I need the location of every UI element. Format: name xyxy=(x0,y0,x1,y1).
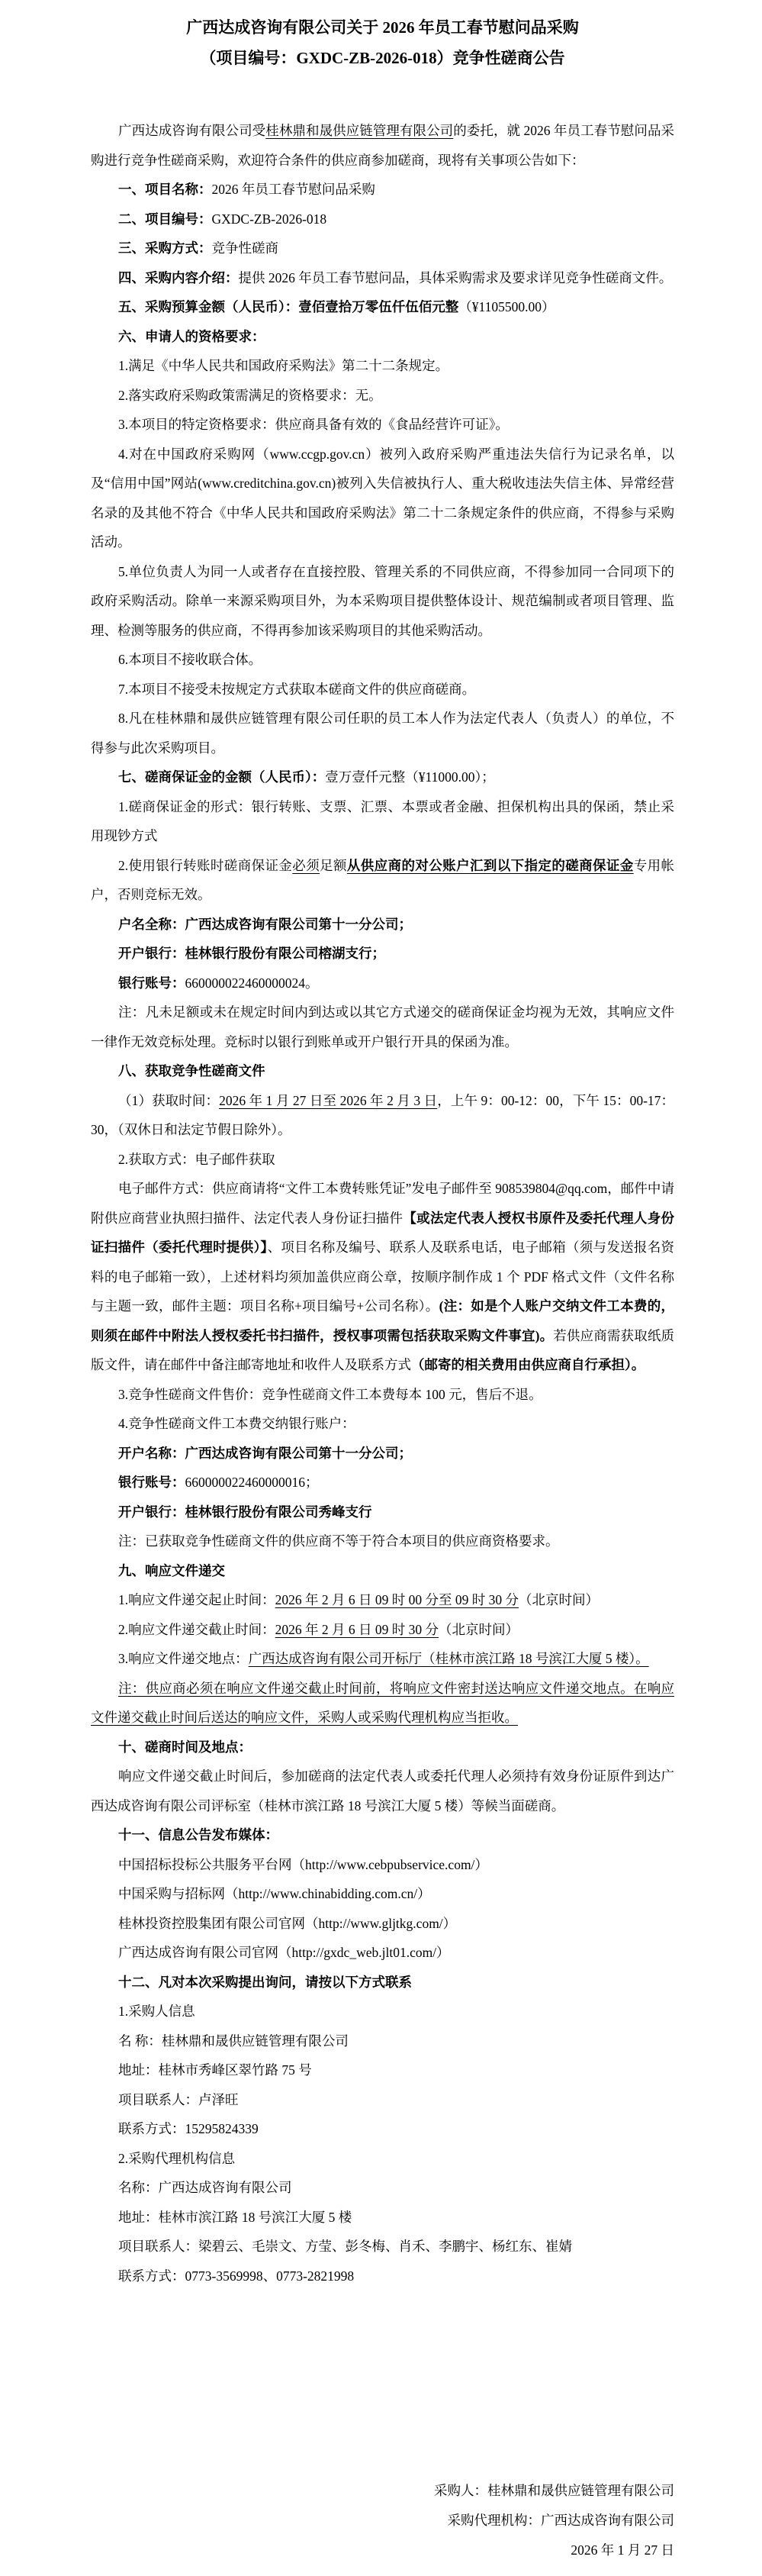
text-run: 户名全称：广西达成咨询有限公司第十一分公司； xyxy=(118,916,412,932)
text-run: 五、采购预算金额（人民币）： xyxy=(118,299,299,314)
footer-agency: 采购代理机构：广西达成咨询有限公司 xyxy=(447,2513,674,2528)
text-run: 广西达成咨询有限公司官网（http://gxdc_web.jlt01.com/） xyxy=(118,1945,450,1960)
paragraph xyxy=(91,1909,674,1939)
paragraph xyxy=(91,2144,674,2174)
document-footer xyxy=(434,2476,674,2565)
text-run: 2026 年员工春节慰问品采购 xyxy=(211,182,375,197)
text-run: 3.本项目的特定资格要求：供应商具备有效的《食品经营许可证》。 xyxy=(118,417,509,432)
document-body xyxy=(91,116,674,2291)
text-run: GXDC-ZB-2026-018 xyxy=(211,211,327,227)
text-run: 联系方式：15295824339 xyxy=(118,2121,259,2136)
paragraph xyxy=(91,557,674,646)
text-run: 2.响应文件递交截止时间： xyxy=(118,1621,275,1637)
text-run: 6.本项目不接收联合体。 xyxy=(118,652,262,667)
text-run: 十二、凡对本次采购提出询问，请按以下方式联系 xyxy=(118,1974,412,1990)
paragraph xyxy=(91,1615,674,1645)
text-run: 二、项目编号： xyxy=(118,211,212,227)
paragraph xyxy=(91,175,674,205)
text-run: 4.竞争性磋商文件工本费交纳银行账户： xyxy=(118,1416,355,1431)
text-run: 注：供应商必须在响应文件递交截止时间前，将响应文件密封送达响应文件递交地点。在响应文件递交截止时间后送达的响应文件，采购人或采购代理机构应当拒收。 xyxy=(91,1680,674,1725)
text-run: 注：凡未足额或未在规定时间内到达或以其它方式递交的磋商保证金均视为无效，其响应文件一律作无效竞标处理。竞标时以银行到账单或开户银行开具的保函为准。 xyxy=(91,1004,674,1049)
text-run: 开户名称：广西达成咨询有限公司第十一分公司； xyxy=(118,1445,412,1461)
paragraph xyxy=(91,2055,674,2085)
paragraph xyxy=(91,1527,674,1556)
text-run: 提供 2026 年员工春节慰问品，具体采购需求及要求详见竞争性磋商文件。 xyxy=(238,269,673,285)
text-run: 广西达成咨询有限公司受 xyxy=(118,123,266,138)
text-run: 银行账号： xyxy=(118,975,185,991)
text-run: 7.本项目不接受未按规定方式获取本磋商文件的供应商磋商。 xyxy=(118,681,476,697)
paragraph xyxy=(91,116,674,175)
paragraph xyxy=(91,205,674,234)
text-run: 六、申请人的资格要求： xyxy=(118,328,265,344)
text-run: 从供应商的对公账户汇到以下指定的磋商保证金 xyxy=(346,857,634,873)
paragraph xyxy=(91,1439,674,1469)
text-run: 壹万壹仟元整（¥11000.00）； xyxy=(325,769,495,785)
paragraph xyxy=(91,1468,674,1498)
text-run: 中国采购与招标网（http://www.chinabidding.com.cn/） xyxy=(118,1886,431,1901)
paragraph xyxy=(91,645,674,675)
title-line-1: 广西达成咨询有限公司关于 2026 年员工春节慰问品采购 xyxy=(186,18,579,37)
paragraph xyxy=(91,675,674,704)
text-run: 专用帐户，否则竞标无效。 xyxy=(91,857,675,902)
text-run: 壹佰壹拾万零伍仟伍佰元整 xyxy=(298,299,459,314)
text-run: 九、响应文件递交 xyxy=(118,1562,225,1578)
paragraph xyxy=(91,1498,674,1527)
paragraph xyxy=(91,2085,674,2115)
text-run: 1.满足《中华人民共和国政府采购法》第二十二条规定。 xyxy=(118,358,449,373)
text-run: 广西达成咨询有限公司开标厅（桂林市滨江路 18 号滨江大厦 5 楼）。 xyxy=(248,1651,649,1666)
text-run: (注：如是个人账户交纳文件工本费的，则须在邮件中附法人授权委托书扫描件，授权事项需包括获取采购文件事宜)。 xyxy=(91,1298,674,1343)
paragraph xyxy=(91,1938,674,1968)
paragraph xyxy=(91,410,674,440)
paragraph xyxy=(91,2173,674,2203)
paragraph xyxy=(91,1145,674,1175)
text-run: （北京时间） xyxy=(439,1621,519,1637)
text-run: 2026 年 2 月 6 日 09 时 00 分至 09 时 30 分 xyxy=(275,1592,519,1607)
paragraph xyxy=(91,704,674,762)
paragraph xyxy=(91,1968,674,1997)
text-run: 地址：桂林市秀峰区翠竹路 75 号 xyxy=(118,2062,312,2078)
text-run: 银行账号： xyxy=(118,1475,185,1490)
paragraph xyxy=(91,322,674,352)
paragraph xyxy=(91,851,674,910)
paragraph xyxy=(91,381,674,411)
paragraph xyxy=(91,1733,674,1762)
paragraph xyxy=(91,351,674,381)
text-run: 的委托，就 2026 年员工春节慰问品采购进行竞争性磋商采购，欢迎符合条件的供应商参加磋商，现将有关事项公告如下： xyxy=(91,123,675,168)
text-run: 足额 xyxy=(320,857,347,873)
text-run: 1.响应文件递交起止时间： xyxy=(118,1592,275,1607)
paragraph xyxy=(91,2114,674,2144)
paragraph xyxy=(91,939,674,969)
text-run: 660000022460000016； xyxy=(185,1475,319,1490)
paragraph xyxy=(91,1556,674,1586)
paragraph xyxy=(91,1585,674,1615)
text-run: 2.获取方式：电子邮件获取 xyxy=(118,1151,275,1167)
paragraph xyxy=(91,1674,674,1733)
text-run: 1.采购人信息 xyxy=(118,2004,195,2019)
text-run: 4.对在中国政府采购网（www.ccgp.gov.cn）被列入政府采购严重违法失信行为记录名单，以及“信用中国”网站(www.creditchina.gov.cn)被列入失信被执行人、重大税收违法失信主体、异常经营名录的及其他不符合《中华人民共和国政府采购法》第二十二条规定条件的供应商，不得参与采购活动。 xyxy=(91,446,674,550)
text-run: 响应文件递交截止时间后，参加磋商的法定代表人或委托代理人必须持有效身份证原件到达广西达成咨询有限公司评标室（桂林市滨江路 18 号滨江大厦 5 楼）等候当面磋商。 xyxy=(91,1768,674,1814)
text-run: 注：已获取竞争性磋商文件的供应商不等于符合本项目的供应商资格要求。 xyxy=(118,1533,559,1549)
text-run: 开户银行：桂林银行股份有限公司榕湖支行； xyxy=(118,946,385,961)
text-run: （1）获取时间： xyxy=(118,1092,220,1108)
text-run: 一、项目名称： xyxy=(118,182,212,197)
text-run: 项目联系人：卢泽旺 xyxy=(118,2091,239,2107)
text-run: 十、磋商时间及地点： xyxy=(118,1739,252,1755)
paragraph xyxy=(91,234,674,263)
paragraph xyxy=(91,292,674,322)
paragraph xyxy=(91,1820,674,1850)
text-run: 2.落实政府采购政策需满足的资格要求：无。 xyxy=(118,387,382,403)
text-run: 桂林鼎和晟供应链管理有限公司 xyxy=(265,123,454,138)
text-run: （北京时间） xyxy=(519,1592,599,1607)
text-run: 660000022460000024。 xyxy=(185,975,319,991)
text-run: 三、采购方式： xyxy=(118,240,212,256)
paragraph xyxy=(91,1174,674,1380)
paragraph xyxy=(91,1056,674,1086)
text-run: 必须 xyxy=(292,857,320,873)
text-run: 2026 年 2 月 6 日 09 时 30 分 xyxy=(275,1621,439,1637)
paragraph xyxy=(91,440,674,557)
text-run: 8.凡在桂林鼎和晟供应链管理有限公司任职的员工本人作为法定代表人（负责人）的单位，不得参与此次采购项目。 xyxy=(91,711,674,756)
paragraph xyxy=(91,762,674,792)
paragraph xyxy=(91,1997,674,2026)
paragraph xyxy=(91,1086,674,1145)
paragraph xyxy=(91,2026,674,2056)
text-run: 中国招标投标公共服务平台网（http://www.cebpubservice.com/） xyxy=(118,1856,488,1872)
text-run: 竞争性磋商 xyxy=(211,240,278,256)
document-title xyxy=(91,12,674,73)
text-run: 七、磋商保证金的金额（人民币）： xyxy=(118,769,326,785)
text-run: 十一、信息公告发布媒体： xyxy=(118,1827,278,1843)
text-run: 四、采购内容介绍： xyxy=(118,269,239,285)
text-run: 桂林投资控股集团有限公司官网（http://www.gljtkg.com/） xyxy=(118,1915,457,1931)
text-run: 、项目名称及编号、联系人及联系电话，电子邮箱（须与发送报名资料的电子邮箱一致），上述材料均须加盖供应商公章，按顺序制作成 1 个 PDF 格式文件（文件名称与主题一致，邮件主题：项目名称+项目编号+公司名称）。 xyxy=(91,1240,675,1314)
paragraph xyxy=(91,1409,674,1439)
text-run: 名 称：桂林鼎和晟供应链管理有限公司 xyxy=(118,2033,349,2049)
paragraph xyxy=(91,2262,674,2291)
footer-purchaser: 采购人：桂林鼎和晟供应链管理有限公司 xyxy=(434,2483,674,2498)
text-run: 联系方式：0773-3569998、0773-2821998 xyxy=(118,2268,355,2284)
text-run: 3.竞争性磋商文件售价：竞争性磋商文件工本费每本 100 元，售后不退。 xyxy=(118,1386,542,1402)
text-run: 5.单位负责人为同一人或者存在直接控股、管理关系的不同供应商，不得参加同一合同项下的政府采购活动。除单一来源采购项目外，为本采购项目提供整体设计、规范编制或者项目管理、监理、检测等服务的供应商，不得再参加该采购项目的其他采购活动。 xyxy=(91,563,674,638)
text-run: 2026 年 1 月 27 日至 2026 年 2 月 3 日 xyxy=(219,1092,438,1108)
paragraph xyxy=(91,2232,674,2262)
paragraph xyxy=(91,1850,674,1880)
text-run: 项目联系人：梁碧云、毛崇文、方莹、彭冬梅、肖禾、李鹏宇、杨红东、崔婧 xyxy=(118,2239,572,2254)
paragraph xyxy=(91,1762,674,1820)
text-run: （邮寄的相关费用由供应商自行承担）。 xyxy=(411,1357,645,1372)
text-run: （¥1105500.00） xyxy=(458,299,555,314)
paragraph xyxy=(91,2203,674,2233)
paragraph xyxy=(91,263,674,293)
text-run: 若供应商需获取纸质版文件，请在邮件中备注邮寄地址和收件人及联系方式 xyxy=(91,1327,675,1372)
text-run: 2.使用银行转账时磋商保证金 xyxy=(118,857,293,873)
paragraph xyxy=(91,792,674,851)
paragraph xyxy=(91,1879,674,1909)
text-run: 八、获取竞争性磋商文件 xyxy=(118,1063,265,1078)
title-line-2: （项目编号：GXDC-ZB-2026-018）竞争性磋商公告 xyxy=(200,49,565,67)
paragraph xyxy=(91,1380,674,1410)
text-run: 名称：广西达成咨询有限公司 xyxy=(118,2180,292,2195)
paragraph xyxy=(91,969,674,998)
paragraph xyxy=(91,1644,674,1674)
text-run: 3.响应文件递交地点： xyxy=(118,1651,249,1666)
text-run: 2.采购代理机构信息 xyxy=(118,2150,236,2166)
footer-date: 2026 年 1 月 27 日 xyxy=(571,2542,674,2558)
text-run: ，上午 9：00-12：00，下午 15：00-17：30，（双休日和法定节假日除外）。 xyxy=(91,1092,675,1137)
text-run: 电子邮件方式：供应商请将“文件工本费转账凭证”发电子邮件至 908539804@qq.com，邮件中请附供应商营业执照扫描件、法定代表人身份证扫描件 xyxy=(91,1181,674,1226)
text-run: 1.磋商保证金的形式：银行转账、支票、汇票、本票或者金融、担保机构出具的保函，禁止采用现钞方式 xyxy=(91,798,674,843)
text-run: 开户银行：桂林银行股份有限公司秀峰支行 xyxy=(118,1504,372,1520)
text-run: 地址：桂林市滨江路 18 号滨江大厦 5 楼 xyxy=(118,2209,352,2225)
paragraph xyxy=(91,910,674,940)
paragraph xyxy=(91,998,674,1056)
text-run: 【或法定代表人授权书原件及委托代理人身份证扫描件（委托代理时提供）】 xyxy=(91,1210,674,1255)
